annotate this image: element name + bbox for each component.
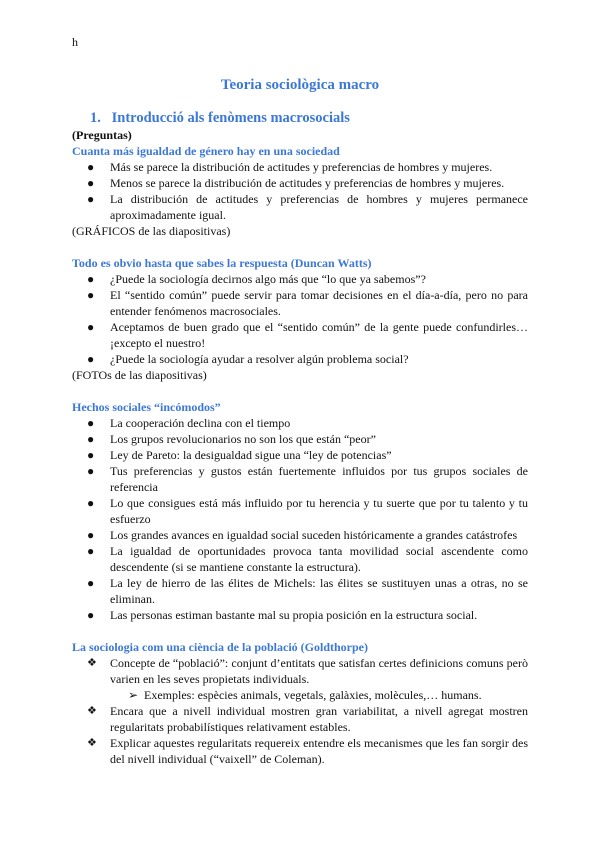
list-item: ● La distribución de actitudes y preferencias de hombres y mujeres permanece aproximadamente igual. — [87, 192, 528, 222]
list-item: ● Ley de Pareto: la desigualdad sigue una “ley de potencias” — [87, 448, 392, 462]
bullet-icon: ● — [87, 608, 95, 622]
list-item: ● Los grupos revolucionarios no son los que están “peor” — [87, 432, 376, 446]
list-item: ● Tus preferencias y gustos están fuertemente influidos por tus grupos sociales de referencia — [87, 464, 528, 494]
block4-heading: La sociologia com una ciència de la població (Goldthorpe) — [72, 640, 368, 654]
list-item: ● Los grandes avances en igualdad social suceden históricamente a grandes catástrofes — [87, 528, 518, 542]
block3-heading: Hechos sociales “incómodos” — [72, 400, 221, 414]
list-item: ● Menos se parece la distribución de actitudes y preferencias de hombres y mujeres. — [87, 176, 505, 190]
section-heading-text: Introducció als fenòmens macrosocials — [111, 110, 350, 126]
block2-list — [72, 271, 528, 367]
list-item: ● La ley de hierro de las élites de Michels: las élites se sustituyen unas a otras, no se eliminan. — [87, 576, 528, 606]
list-item: ● Aceptamos de buen grado que el “sentido común” de la gente puede confundirles… ¡excepto el nuestro! — [87, 320, 528, 350]
bullet-icon: ● — [87, 432, 95, 446]
header-corner-text: h — [72, 35, 78, 49]
list-item: ● Más se parece la distribución de actitudes y preferencias de hombres y mujeres. — [87, 160, 493, 174]
bullet-icon: ● — [87, 496, 95, 510]
bullet-icon: ● — [87, 352, 95, 366]
bullet-icon: ● — [87, 576, 95, 590]
block1-note: (GRÁFICOS de las diapositivas) — [72, 224, 231, 238]
block1-heading: Cuanta más igualdad de género hay en una sociedad — [72, 144, 340, 158]
bullet-icon: ● — [87, 176, 95, 190]
arrow-bullet-icon: ➢ — [128, 688, 139, 702]
diamond-bullet-icon: ❖ — [87, 657, 97, 669]
bullet-icon: ● — [87, 320, 95, 334]
bullet-icon: ● — [87, 272, 95, 286]
list-item: ❖ Encara que a nivell individual mostren gran variabilitat, a nivell agregat mostren regularitats probabilístiques relativament estables. — [87, 704, 528, 734]
bullet-icon: ● — [87, 160, 95, 174]
diamond-bullet-icon: ❖ — [87, 705, 97, 717]
section-number: 1. — [90, 110, 101, 126]
bullet-icon: ● — [87, 288, 95, 302]
bullet-icon: ● — [87, 544, 95, 558]
bullet-icon: ● — [87, 448, 95, 462]
bullet-icon: ● — [87, 192, 95, 206]
list-item: ❖ Concepte de “població”: conjunt d’entitats que satisfan certes definicions comuns però varien en les seves propietats individuals. — [87, 656, 528, 686]
list-item: ● Las personas estiman bastante mal su propia posición en la estructura social. — [87, 608, 478, 622]
bullet-icon: ● — [87, 464, 95, 478]
questions-label: (Preguntas) — [72, 128, 132, 142]
list-item: ● ¿Puede la sociología decirnos algo más que “lo que ya sabemos”? — [87, 272, 426, 286]
sub-list-item: ➢ Exemples: espècies animals, vegetals, galàxies, molècules,… humans. — [128, 688, 482, 702]
block2-note: (FOTOs de las diapositivas) — [72, 368, 207, 382]
list-item: ● La cooperación declina con el tiempo — [87, 416, 291, 430]
block1-list — [72, 159, 528, 223]
diamond-bullet-icon: ❖ — [87, 737, 97, 749]
document-title: Teoria sociològica macro — [220, 77, 380, 93]
list-item: ❖ Explicar aquestes regularitats requereix entendre els mecanismes que les fan sorgir des del nivell individual (“vaixell” de Coleman). — [87, 736, 528, 766]
block4-list — [72, 655, 528, 767]
list-item: ● Lo que consigues está más influido por tu herencia y tu suerte que por tu talento y tu esfuerzo — [87, 496, 528, 526]
list-item: ● El “sentido común” puede servir para tomar decisiones en el día-a-día, pero no para entender fenómenos macrosociales. — [87, 288, 528, 318]
section-heading — [90, 108, 350, 128]
bullet-icon: ● — [87, 528, 95, 542]
document-body — [72, 127, 528, 767]
block3-list — [72, 415, 528, 623]
list-item: ● La igualdad de oportunidades provoca tanta movilidad social ascendente como descendente (si se mantiene constante la estructura). — [87, 544, 528, 574]
bullet-icon: ● — [87, 416, 95, 430]
list-item: ● ¿Puede la sociología ayudar a resolver algún problema social? — [87, 352, 409, 366]
block2-heading: Todo es obvio hasta que sabes la respuesta (Duncan Watts) — [72, 256, 372, 270]
